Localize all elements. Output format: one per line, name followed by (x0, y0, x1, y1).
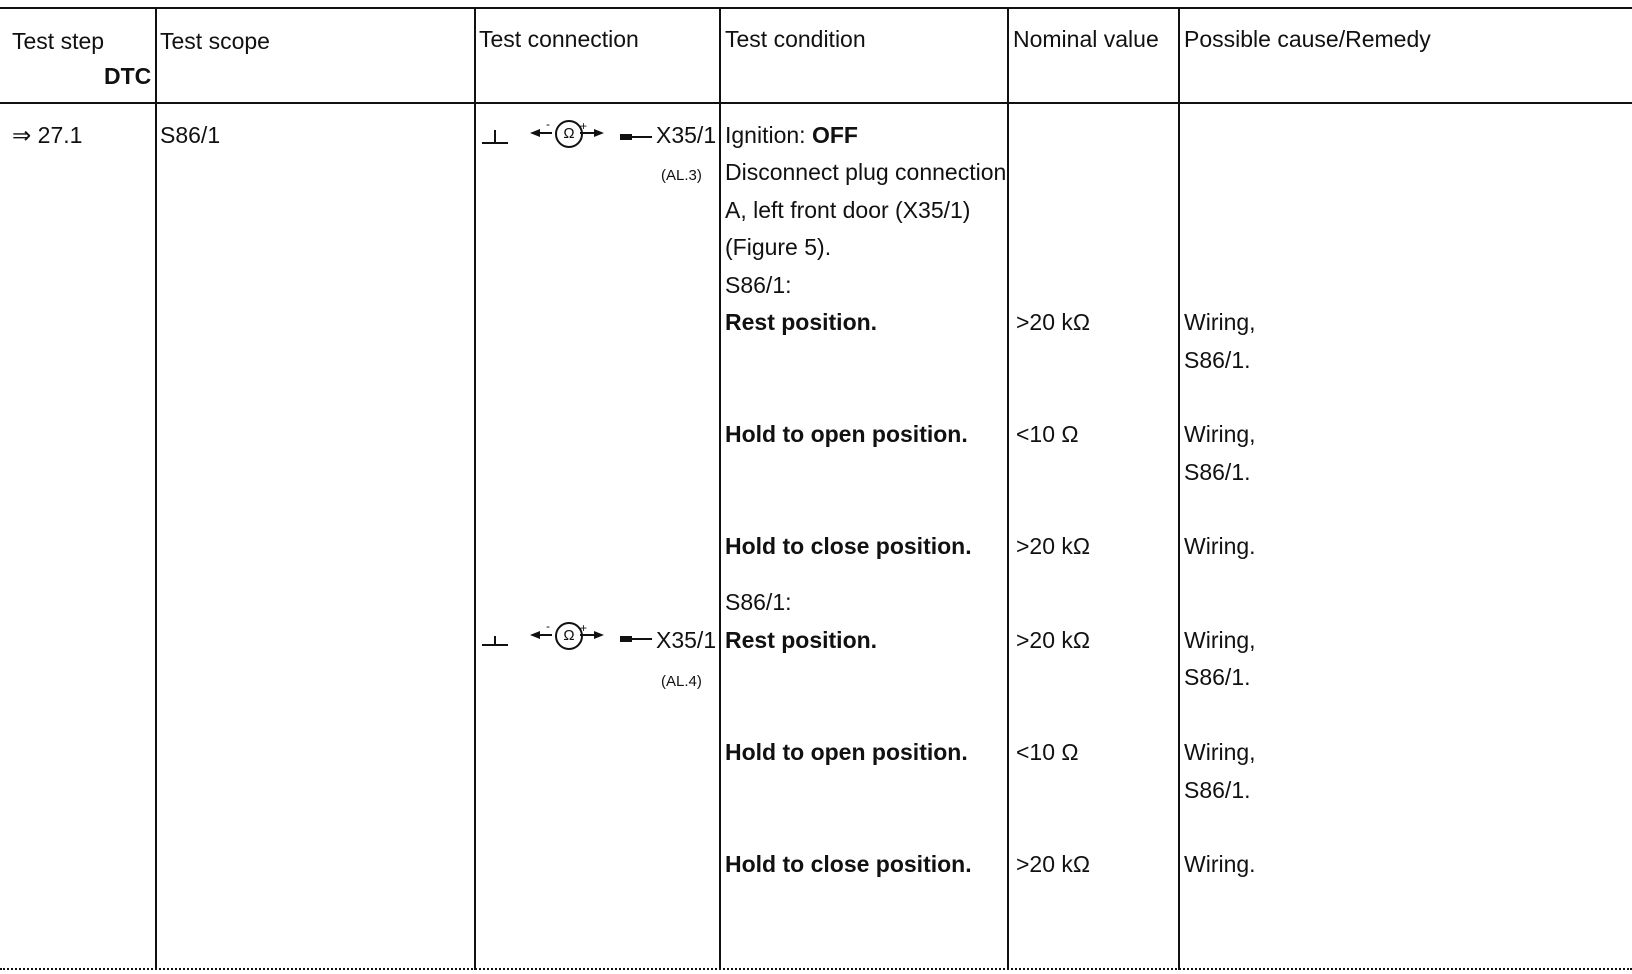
ground-symbol-icon (480, 128, 510, 148)
cause-line: Wiring, (1184, 309, 1256, 335)
nominal-item: >20 kΩ (1016, 851, 1091, 877)
plug-connector-icon (618, 130, 654, 144)
condition-item: Hold to open position. (725, 421, 968, 447)
test-scope-value: S86/1 (160, 122, 221, 148)
connection-pin-label: (AL.4) (661, 673, 702, 690)
svg-text:-: - (546, 623, 550, 633)
ignition-label: Ignition: (725, 122, 812, 148)
column-divider-nominal (1178, 8, 1180, 970)
connection-plug-label: X35/1 (656, 627, 717, 653)
svg-text:+: + (580, 623, 588, 635)
cause-line: S86/1. (1184, 347, 1251, 373)
section-heading: S86/1: (725, 272, 792, 298)
condition-item: Hold to close position. (725, 851, 972, 877)
condition-line: Disconnect plug connection (725, 159, 1007, 185)
cause-line: S86/1. (1184, 459, 1251, 485)
ohmmeter-icon: Ω (555, 622, 583, 650)
header-test-connection: Test connection (479, 26, 639, 52)
plug-connector-icon (618, 632, 654, 646)
table-bottom-dotted-rule (0, 968, 1632, 970)
test-step-value: ⇒ 27.1 (12, 122, 83, 148)
header-test-condition: Test condition (725, 26, 866, 52)
connection-plug-label: X35/1 (656, 122, 717, 148)
header-nominal-value: Nominal value (1013, 26, 1159, 52)
section-heading: S86/1: (725, 589, 792, 615)
nominal-item: <10 Ω (1016, 421, 1079, 447)
header-possible-cause: Possible cause/Remedy (1184, 26, 1431, 52)
cause-line: Wiring. (1184, 533, 1256, 559)
svg-text:+: + (580, 121, 588, 133)
condition-item: Rest position. (725, 309, 878, 335)
header-test-scope: Test scope (160, 28, 270, 54)
connection-pin-label: (AL.3) (661, 167, 702, 184)
column-divider-scope (474, 8, 476, 970)
table-top-rule (0, 7, 1632, 9)
cause-line: Wiring, (1184, 627, 1256, 653)
column-divider-condition (1007, 8, 1009, 970)
cause-line: Wiring, (1184, 421, 1256, 447)
nominal-item: >20 kΩ (1016, 533, 1091, 559)
ohmmeter-icon: Ω (555, 120, 583, 148)
header-bottom-rule (0, 102, 1632, 104)
svg-text:-: - (546, 121, 550, 131)
condition-item: Rest position. (725, 627, 878, 653)
header-test-step: Test step (12, 28, 105, 54)
column-divider-connection (719, 8, 721, 970)
nominal-item: >20 kΩ (1016, 309, 1091, 335)
header-dtc: DTC (104, 63, 152, 89)
condition-line: A, left front door (X35/1) (725, 197, 971, 223)
condition-item: Hold to close position. (725, 533, 972, 559)
cause-line: S86/1. (1184, 777, 1251, 803)
ignition-value: OFF (811, 122, 858, 148)
condition-line: (Figure 5). (725, 234, 832, 260)
cause-line: Wiring. (1184, 851, 1256, 877)
cause-line: S86/1. (1184, 664, 1251, 690)
cause-line: Wiring, (1184, 739, 1256, 765)
column-divider-step (155, 8, 157, 970)
ground-symbol-icon (480, 630, 510, 650)
ignition-condition (725, 121, 858, 149)
nominal-item: >20 kΩ (1016, 627, 1091, 653)
condition-item: Hold to open position. (725, 739, 968, 765)
nominal-item: <10 Ω (1016, 739, 1079, 765)
